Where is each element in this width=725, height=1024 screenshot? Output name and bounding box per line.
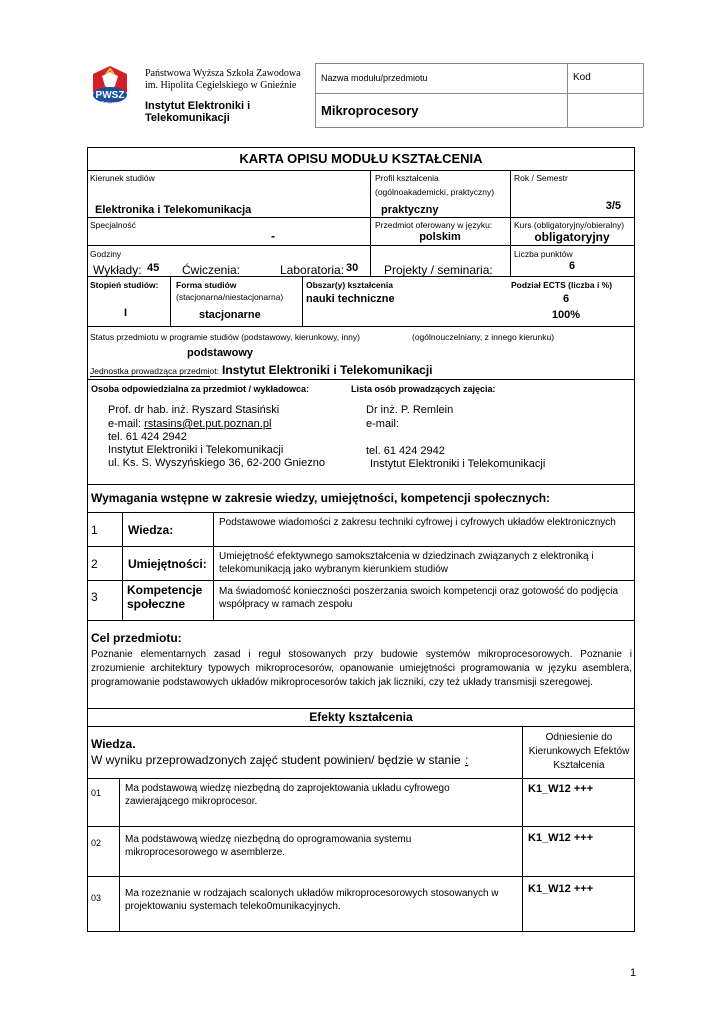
responsible-email <box>108 418 271 430</box>
kierunek-label: Kierunek studiów <box>90 173 155 183</box>
effect-text: Ma rozeznanie w rodzajach scalonych układów mikroprocesorowych stosowanych w projektowaniu systemach teleko0munikacyjnych. <box>125 888 499 912</box>
laboratoria-value: 30 <box>346 262 359 274</box>
specjalnosc-value: - <box>271 229 275 243</box>
goal-text: Poznanie elementarnych zasad i reguł stosowanych przy budowie systemów mikroprocesorowych. Poznanie i zrozumienie architektury typowych mikroprocesorów, opanowanie umiejętności programowania w języku asemblera, programowanie podstawowych układów mikroprocesorów takich jak liczniki, czy też układy transmisji szeregowej. <box>91 649 632 688</box>
knowledge-subtitle: W wyniku przeprowadzonych zajęć student powinien/ będzie w stanie <box>91 753 461 767</box>
laboratoria-label: Laboratoria: <box>280 263 345 277</box>
requirement-text: Ma świadomość konieczności poszerzania swoich kompetencji oraz gotowość do podjęcia współpracy w ramach zespołu <box>219 586 619 610</box>
specjalnosc-label: Specjalność <box>90 220 136 230</box>
requirement-num: 3 <box>91 590 98 604</box>
responsible-email-prefix: e-mail: <box>108 418 145 430</box>
requirement-text: Umiejętność efektywnego samokształcenia w dziedzinach związanych z elektroniką i telekomunikacją jako wybranym kierunkiem studiów <box>219 551 594 575</box>
responsible-name: Prof. dr hab. inż. Ryszard Stasiński <box>108 404 280 416</box>
stopien-label: Stopień studiów: <box>90 280 159 290</box>
punkty-value: 6 <box>568 260 576 272</box>
status-label: Status przedmiotu w programie studiów (podstawowy, kierunkowy, inny) <box>90 332 360 342</box>
effect-ref: K1_W12 +++ <box>528 832 594 844</box>
status-value: podstawowy <box>187 347 254 359</box>
effect-ref: K1_W12 +++ <box>528 883 594 895</box>
requirement-text: Podstawowe wiadomości z zakresu techniki cyfrowej i cyfrowych układów elektronicznych <box>219 517 616 528</box>
obszar-value: nauki techniczne <box>306 293 395 305</box>
requirement-num: 1 <box>91 523 98 537</box>
responsible-institute: Instytut Elektroniki i Telekomunikacji <box>108 444 284 456</box>
forma-value: stacjonarne <box>199 309 261 321</box>
punkty-label: Liczba punktów <box>514 249 573 259</box>
profil-value: praktyczny <box>381 204 439 216</box>
knowledge-title: Wiedza. <box>91 737 136 751</box>
staff-name: Dr inż. P. Remlein <box>366 404 454 416</box>
staff-institute: Instytut Elektroniki i Telekomunikacji <box>370 458 546 470</box>
profil-sublabel: (ogólnoakademicki, praktyczny) <box>375 187 495 197</box>
card-title: KARTA OPISU MODUŁU KSZTAŁCENIA <box>239 151 483 166</box>
wyklady-value: 45 <box>147 262 160 274</box>
reference-header: Odniesienie do Kierunkowych Efektów Kształcenia <box>528 732 630 771</box>
module-name-label: Nazwa modułu/przedmiotu <box>321 73 428 83</box>
kurs-label: Kurs (obligatoryjny/obieralny) <box>514 220 625 230</box>
effect-num: 02 <box>91 838 102 848</box>
cwiczenia-label: Ćwiczenia: <box>182 263 241 277</box>
forma-label: Forma studiów <box>176 280 237 290</box>
staff-phone: tel. 61 424 2942 <box>366 445 445 457</box>
module-name: Mikroprocesory <box>321 103 419 118</box>
stopien-value: I <box>124 307 128 319</box>
jednostka-value: Instytut Elektroniki i Telekomunikacji <box>222 363 433 377</box>
jezyk-value: polskim <box>419 231 461 243</box>
rok-value: 3/5 <box>605 200 621 212</box>
logo-text: PWSZ <box>95 90 125 101</box>
effects-heading: Efekty kształcenia <box>309 710 413 724</box>
profil-label: Profil kształcenia <box>375 173 439 183</box>
effect-ref: K1_W12 +++ <box>528 783 594 795</box>
obszar-label: Obszar(y) kształcenia <box>306 280 393 290</box>
code-label: Kod <box>573 72 591 83</box>
projekty-label: Projekty / seminaria: <box>384 263 493 277</box>
logo-subtext: Gniezno <box>100 101 120 107</box>
school-logo <box>87 64 133 110</box>
effect-num: 03 <box>91 893 102 903</box>
goal-heading: Cel przedmiotu: <box>91 631 182 645</box>
responsible-address: ul. Ks. S. Wyszyńskiego 36, 62-200 Gniezno <box>108 457 325 469</box>
status-sublabel: (ogólnouczelniany, z innego kierunku) <box>412 332 555 342</box>
kurs-value: obligatoryjny <box>534 230 610 244</box>
jezyk-label: Przedmiot oferowany w języku: <box>375 220 493 230</box>
effect-text: Ma podstawową wiedzę niezbędną do zaprojektowania układu cyfrowego zawierającego mikroprocesor. <box>125 783 450 807</box>
effect-num: 01 <box>91 788 102 798</box>
requirement-label: Wiedza: <box>128 523 174 537</box>
institute-name-line2: Telekomunikacji <box>145 112 230 124</box>
forma-sublabel: (stacjonarna/niestacjonarna) <box>176 292 284 302</box>
page-number: 1 <box>630 967 637 979</box>
ects-value-points: 6 <box>562 293 570 305</box>
ects-value-percent: 100% <box>551 309 581 321</box>
requirements-heading: Wymagania wstępne w zakresie wiedzy, umiejętności, kompetencji społecznych: <box>91 491 551 505</box>
requirement-num: 2 <box>91 557 98 571</box>
rok-label: Rok / Semestr <box>514 173 568 183</box>
ects-label: Podział ECTS (liczba i %) <box>511 280 613 290</box>
institute-name-line1: Instytut Elektroniki i <box>145 100 251 112</box>
jednostka-label: Jednostka prowadząca przedmiot: <box>90 366 219 376</box>
responsible-label: Osoba odpowiedzialna za przedmiot / wykładowca: <box>91 384 310 394</box>
wyklady-label: Wykłady: <box>93 263 142 277</box>
responsible-email-link[interactable]: rstasins@et.put.poznan.pl <box>144 418 272 430</box>
knowledge-subtitle-colon: : <box>465 753 469 767</box>
school-name-line2: im. Hipolita Cegielskiego w Gnieźnie <box>145 80 297 91</box>
school-name-line1: Państwowa Wyższa Szkoła Zawodowa <box>145 68 301 79</box>
kierunek-value: Elektronika i Telekomunikacja <box>95 204 252 216</box>
requirement-label: Kompetencje społeczne <box>127 583 203 611</box>
requirement-label: Umiejętności: <box>128 557 207 571</box>
effect-text: Ma podstawową wiedzę niezbędną do oprogramowania systemu mikroprocesorowego w asemblerze. <box>125 834 412 858</box>
staff-email: e-mail: <box>366 418 400 430</box>
godziny-label: Godziny <box>90 249 122 259</box>
staff-label: Lista osób prowadzących zajęcia: <box>351 384 496 394</box>
responsible-phone: tel. 61 424 2942 <box>108 431 187 443</box>
